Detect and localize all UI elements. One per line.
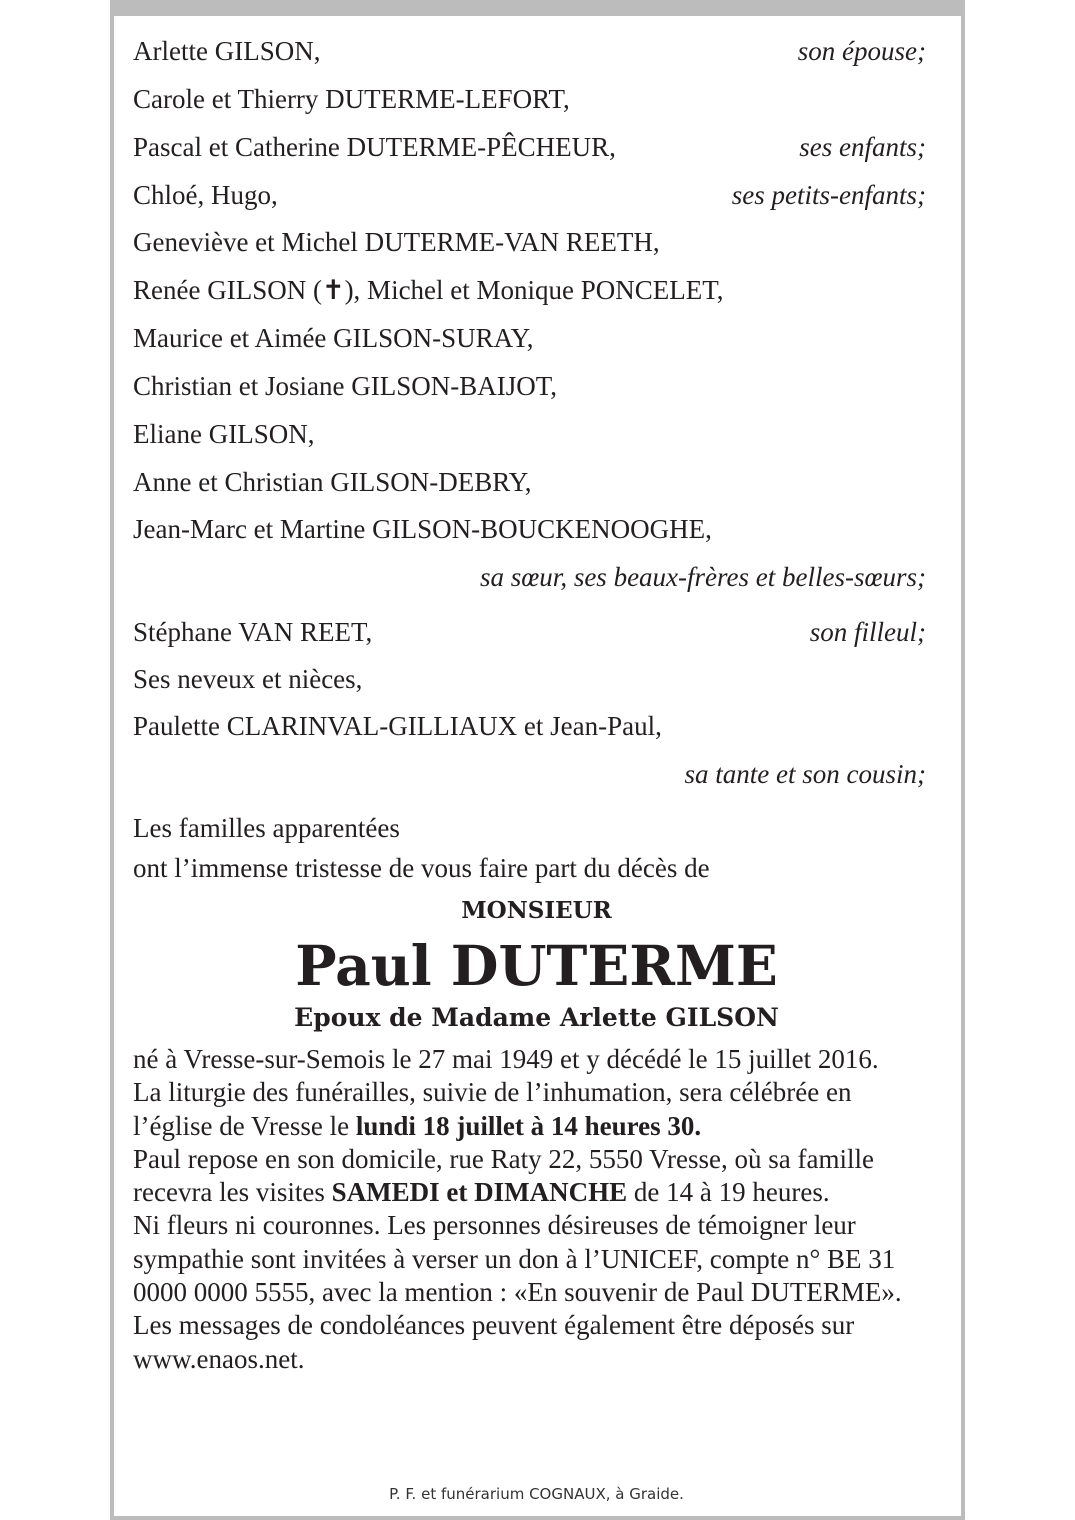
godson-line [133, 616, 926, 648]
family-line [133, 418, 926, 450]
visit-text [133, 1143, 933, 1210]
family-line [133, 131, 926, 163]
family-name: Carole et Thierry DUTERME-LEFORT, [133, 84, 570, 114]
family-line [133, 513, 926, 545]
liturgy-text-start: La liturgie des funérailles, suivie de l’inhumation, sera célébrée en l’église de Vresse le [133, 1077, 852, 1141]
siblings-role: sa sœur, ses beaux-frères et belles-sœurs; [480, 562, 926, 592]
family-name: Geneviève et Michel DUTERME-VAN REETH, [133, 227, 660, 257]
family-name: Anne et Christian GILSON-DEBRY, [133, 467, 532, 497]
family-line [133, 226, 926, 258]
family-name: Pascal et Catherine DUTERME-PÊCHEUR, [133, 132, 616, 162]
family-name: Eliane GILSON, [133, 419, 315, 449]
nephews-text: Ses neveux et nièces, [133, 664, 363, 694]
family-line [133, 274, 926, 306]
godson-role: son filleul; [809, 617, 926, 647]
liturgy-text [133, 1076, 933, 1143]
family-role: ses petits-enfants; [731, 180, 926, 210]
family-line [133, 466, 926, 498]
aunt-name: Paulette CLARINVAL-GILLIAUX et Jean-Paul, [133, 711, 662, 741]
family-line [133, 322, 926, 354]
family-name: Jean-Marc et Martine GILSON-BOUCKENOOGHE, [133, 514, 712, 544]
family-role: ses enfants; [799, 132, 926, 162]
family-role: son épouse; [797, 36, 926, 66]
visit-days: SAMEDI et DIMANCHE [331, 1177, 628, 1208]
intro-line-1: Les familles apparentées [133, 813, 400, 843]
flowers-text: Ni fleurs ni couronnes. Les personnes désireuses de témoigner leur sympathie sont invitées à verser un don à l’UNICEF, compte n° BE 31 0000 0000 5555, avec la mention : «En souvenir de Paul DUTERME». [133, 1210, 902, 1308]
family-name: Christian et Josiane GILSON-BAIJOT, [133, 371, 557, 401]
family-line [133, 179, 926, 211]
deceased-name: Paul DUTERME [295, 933, 778, 998]
intro-text [133, 808, 926, 888]
family-line [133, 370, 926, 402]
family-name: Renée GILSON (✝), Michel et Monique PONCELET, [133, 275, 724, 305]
intro-line-2: ont l’immense tristesse de vous faire part du décès de [133, 853, 710, 883]
funeral-home-footer: P. F. et funérarium COGNAUX, à Graide. [389, 1485, 684, 1503]
godson-name: Stéphane VAN REET, [133, 617, 373, 647]
visit-text-start: Paul repose en son domicile, rue Raty 22, 5550 Vresse, où sa famille recevra les visites [133, 1143, 874, 1208]
aunt-line [133, 710, 926, 742]
family-line [133, 35, 926, 67]
family-name: Chloé, Hugo, [133, 180, 278, 210]
family-line [133, 83, 926, 115]
aunt-role: sa tante et son cousin; [684, 759, 926, 789]
notice-body [133, 1043, 933, 1376]
honorific: MONSIEUR [461, 897, 612, 924]
spouse-line: Epoux de Madame Arlette GILSON [294, 1003, 779, 1032]
nephews-line [133, 663, 926, 695]
birth-death-text: né à Vresse-sur-Semois le 27 mai 1949 et y décédé le 15 juillet 2016. [133, 1044, 879, 1074]
condolences-text: Les messages de condoléances peuvent également être déposés sur www.enaos.net. [133, 1310, 855, 1374]
family-name: Arlette GILSON, [133, 36, 321, 66]
liturgy-date: lundi 18 juillet à 14 heures 30. [355, 1110, 702, 1141]
family-name: Maurice et Aimée GILSON-SURAY, [133, 323, 534, 353]
visit-text-end: de 14 à 19 heures. [627, 1177, 830, 1208]
